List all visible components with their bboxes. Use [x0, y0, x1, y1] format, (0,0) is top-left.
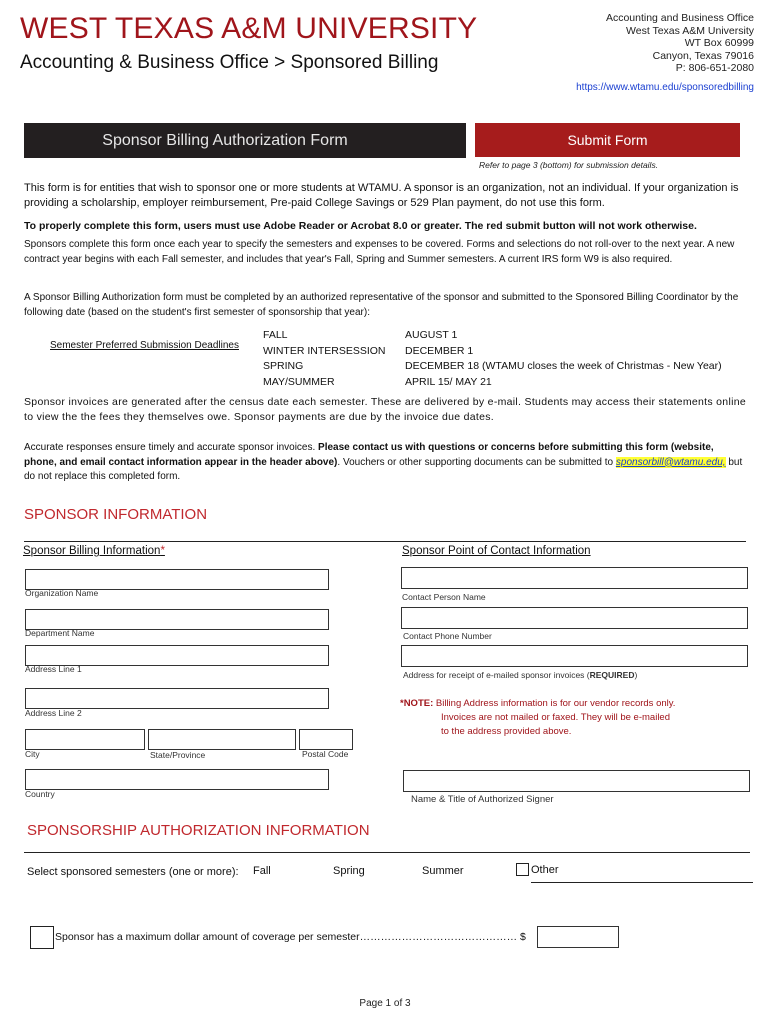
city-label: City [25, 749, 40, 759]
contact-phone: P: 806-651-2080 [675, 62, 754, 74]
office-breadcrumb: Accounting & Business Office > Sponsored Billing [20, 52, 439, 73]
deadline-intro-paragraph: A Sponsor Billing Authorization form must be completed by an authorized representative of the sponsor and submitted to the Sponsored Billing Coordinator by the following date (based on the student's first semester of sponsorship that year): [24, 292, 739, 318]
address-line-2-label: Address Line 2 [25, 708, 82, 718]
invoice-email-required: REQUIRED [589, 670, 635, 680]
country-input[interactable] [25, 769, 329, 790]
contact-phone-label: Contact Phone Number [403, 631, 492, 641]
required-star: * [160, 545, 165, 557]
other-checkbox[interactable] [516, 863, 529, 876]
contact-person-label: Contact Person Name [402, 592, 486, 602]
adobe-requirement: To properly complete this form, users must use Adobe Reader or Acrobat 8.0 or greater. The red submit button will not work otherwise. [24, 220, 697, 232]
summer-option[interactable]: Summer [422, 865, 464, 877]
submit-form-button[interactable]: Submit Form [475, 123, 740, 157]
note-line-1: Billing Address information is for our vendor records only. [433, 698, 676, 709]
date-spring: DECEMBER 18 (WTAMU closes the week of Christmas - New Year) [405, 360, 722, 372]
contact-box: WT Box 60999 [684, 37, 754, 49]
intro-paragraph: This form is for entities that wish to sponsor one or more students at WTAMU. A sponsor is an organization, not an individual. If your organization is providing a scholarship, employer reimbursement, Pre-paid College Savings or 529 Plan payment, do not use this form. [24, 182, 739, 209]
city-input[interactable] [25, 729, 145, 750]
state-province-label: State/Province [150, 750, 206, 760]
semester-summer: MAY/SUMMER [263, 375, 335, 388]
sponsorship-authorization-heading: SPONSORSHIP AUTHORIZATION INFORMATION [27, 822, 370, 839]
note-label: *NOTE: [400, 698, 434, 709]
form-title: Sponsor Billing Authorization Form [102, 131, 348, 149]
note-line-2: Invoices are not mailed or faxed. They will be e-mailed [441, 712, 670, 723]
organization-name-input[interactable] [25, 569, 329, 590]
state-province-input[interactable] [148, 729, 296, 750]
contact-paragraph [24, 441, 746, 485]
billing-info-heading [23, 545, 165, 557]
other-option-label: Other [531, 864, 559, 876]
sponsor-information-heading: SPONSOR INFORMATION [24, 506, 208, 523]
date-winter: DECEMBER 1 [405, 344, 474, 357]
invoice-email-label-suffix: ) [634, 670, 638, 680]
organization-name-label: Organization Name [25, 588, 99, 598]
country-label: Country [25, 789, 55, 799]
contact-city: Canyon, Texas 79016 [652, 49, 754, 62]
authorized-signer-label: Name & Title of Authorized Signer [411, 794, 554, 805]
contact-paragraph-bold: Please contact us with questions or concerns before submitting this form (website, phone, and email contact information appear in the header above) [24, 442, 714, 468]
page-number: Page 1 of 3 [359, 998, 411, 1009]
department-name-input[interactable] [25, 609, 329, 630]
select-semesters-label: Select sponsored semesters (one or more): [27, 866, 239, 878]
department-name-label: Department Name [25, 628, 95, 638]
contact-office: Accounting and Business Office [605, 12, 754, 24]
section-divider [24, 541, 746, 542]
sponsored-billing-link[interactable]: https://www.wtamu.edu/sponsoredbilling [576, 82, 754, 93]
contact-person-input[interactable] [401, 567, 748, 589]
invoice-paragraph: Sponsor invoices are generated after the census date each semester. These are delivered by e-mail. Students may access their statements online to view the the fees they themselves owe. Sponsor payments are due by the invoice due dates. [24, 396, 746, 423]
deadlines-label: Semester Preferred Submission Deadlines [50, 340, 239, 351]
address-line-2-input[interactable] [25, 688, 329, 709]
max-coverage-checkbox[interactable] [30, 926, 54, 949]
semester-winter: WINTER INTERSESSION [263, 344, 386, 357]
max-coverage-label: Sponsor has a maximum dollar amount of coverage per semester……………………………………… $ [55, 931, 526, 943]
date-summer: APRIL 15/ MAY 21 [405, 375, 492, 388]
max-coverage-amount-input[interactable] [537, 926, 619, 948]
deadline-dates [405, 328, 722, 390]
fall-option[interactable]: Fall [253, 865, 271, 877]
billing-note-continued [441, 711, 670, 739]
billing-info-heading-text: Sponsor Billing Information [23, 545, 161, 557]
annual-form-paragraph: Sponsors complete this form once each year to specify the semesters and expenses to be covered. Forms and selections do not roll-over to the next year. A new contract year begins with each Fall semester, and includes that year's Fall, Spring and Summer semesters. A current IRS form W9 is also required. [24, 239, 735, 265]
billing-note [400, 697, 675, 711]
address-line-1-input[interactable] [25, 645, 329, 666]
contact-university: West Texas A&M University [626, 24, 754, 37]
deadline-semesters [263, 328, 386, 390]
note-line-3: to the address provided above. [441, 726, 572, 737]
semester-fall: FALL [263, 329, 288, 341]
authorization-divider [24, 852, 750, 853]
contact-paragraph-start: Accurate responses ensure timely and accurate sponsor invoices. [24, 442, 319, 453]
invoice-email-input[interactable] [401, 645, 748, 667]
date-fall: AUGUST 1 [405, 329, 458, 341]
postal-code-label: Postal Code [302, 749, 349, 759]
postal-code-input[interactable] [299, 729, 353, 750]
contact-paragraph-end: but do not replace this completed form. [24, 456, 743, 482]
authorized-signer-input[interactable] [403, 770, 750, 792]
semester-spring: SPRING [263, 360, 304, 372]
university-title: WEST TEXAS A&M UNIVERSITY [20, 12, 478, 45]
submission-refer-note: Refer to page 3 (bottom) for submission details. [479, 160, 659, 170]
other-underline [531, 882, 753, 883]
sponsor-email-link[interactable]: sponsorbill@wtamu.edu, [615, 456, 726, 468]
spring-option[interactable]: Spring [333, 865, 365, 877]
invoice-email-label-prefix: Address for receipt of e-mailed sponsor invoices ( [403, 670, 590, 680]
form-title-bar [24, 123, 466, 158]
contact-block [606, 12, 754, 75]
contact-paragraph-mid: . Vouchers or other supporting documents can be submitted to [337, 456, 616, 468]
address-line-1-label: Address Line 1 [25, 664, 82, 674]
point-of-contact-heading: Sponsor Point of Contact Information [402, 545, 591, 557]
invoice-email-label [403, 670, 637, 680]
contact-phone-input[interactable] [401, 607, 748, 629]
